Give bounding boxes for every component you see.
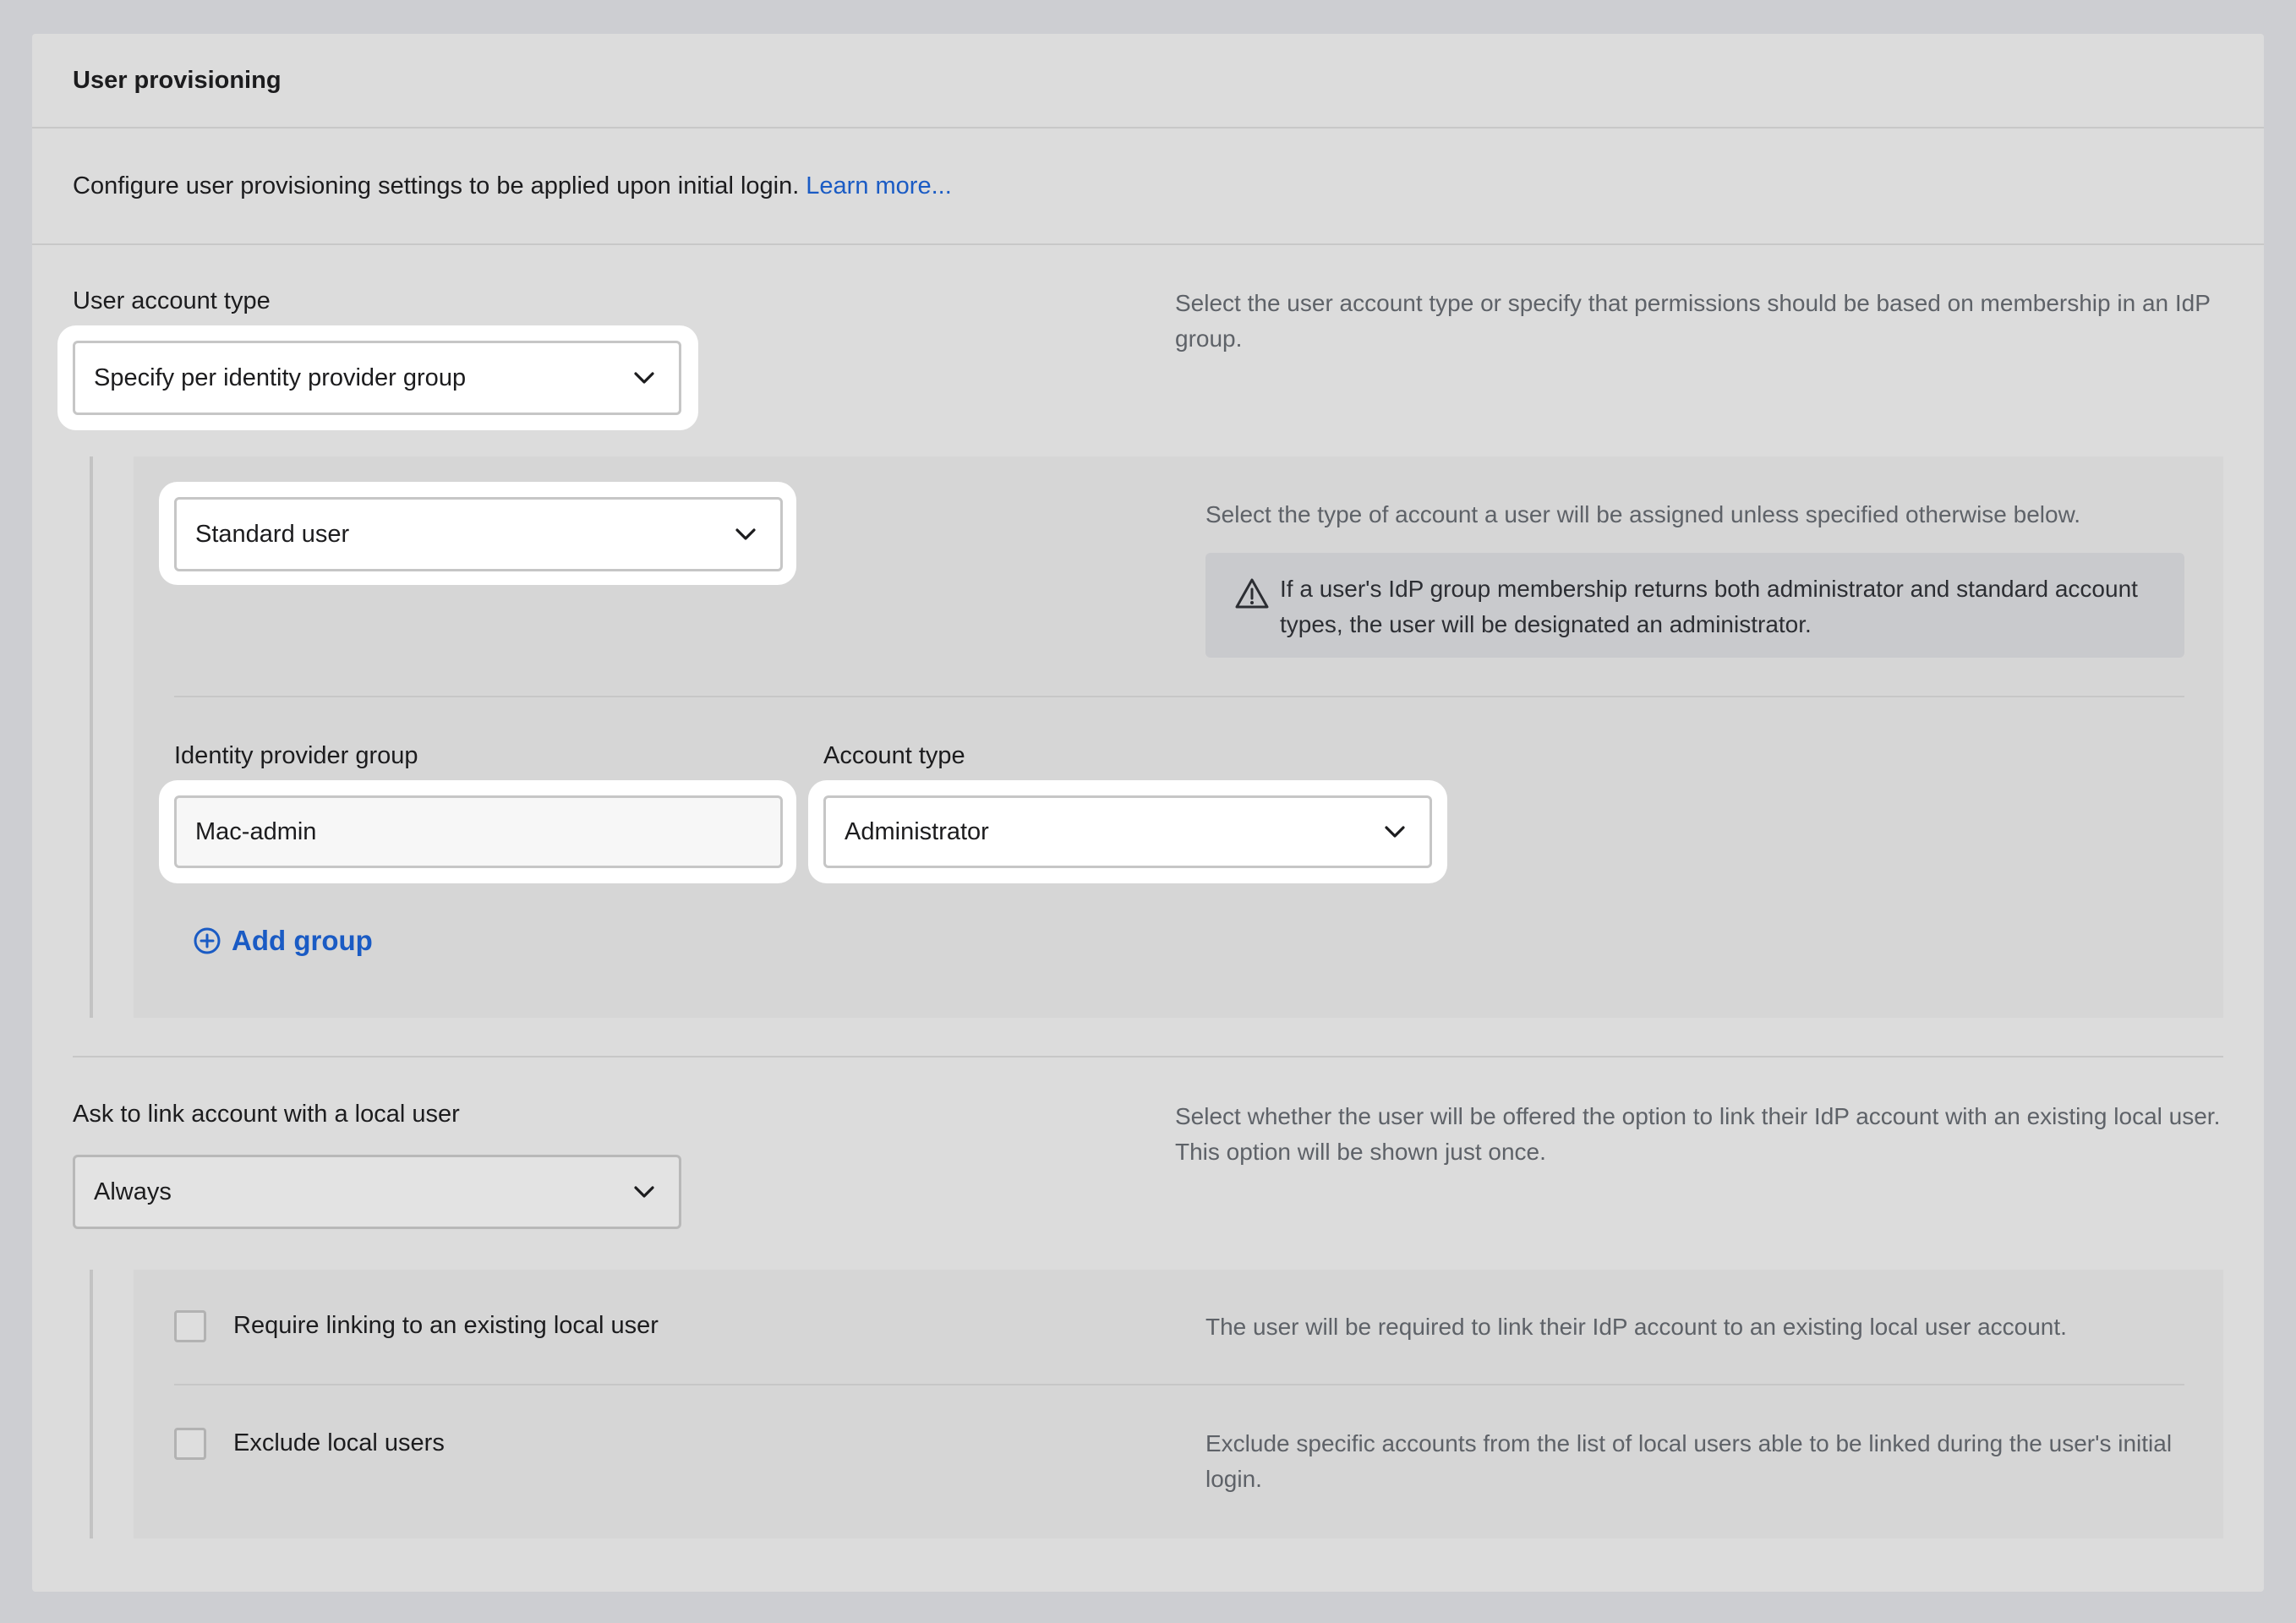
warning-text: If a user's IdP group membership returns both administrator and standard account types, the user will be designated an administrator. bbox=[1280, 576, 2138, 637]
exclude-local-users-help: Exclude specific accounts from the list of local users able to be linked during the user's initial login. bbox=[1205, 1430, 2173, 1492]
group-label: Identity provider group bbox=[174, 742, 418, 769]
add-group-label: Add group bbox=[232, 925, 373, 956]
default-type-select[interactable] bbox=[174, 497, 783, 571]
group-account-type-select[interactable] bbox=[823, 795, 1432, 868]
identity-group-value: Mac-admin bbox=[195, 817, 317, 845]
chevron-down-icon bbox=[631, 1179, 657, 1205]
warning-triangle-icon bbox=[1234, 577, 1270, 610]
nested-indicator bbox=[90, 456, 93, 1018]
account-type-label: User account type bbox=[73, 287, 271, 314]
add-group-button[interactable] bbox=[193, 925, 373, 957]
intro-text bbox=[32, 128, 2264, 245]
require-linking-label: Require linking to an existing local user bbox=[233, 1312, 659, 1339]
exclude-local-users-checkbox[interactable] bbox=[174, 1428, 206, 1460]
require-linking-checkbox[interactable] bbox=[174, 1310, 206, 1342]
default-type-help: Select the type of account a user will be assigned unless specified otherwise below. bbox=[1205, 501, 2081, 527]
nested-indicator bbox=[90, 1270, 93, 1538]
group-account-type-value: Administrator bbox=[845, 817, 989, 845]
account-type-select[interactable] bbox=[73, 341, 681, 415]
divider bbox=[174, 1384, 2184, 1385]
type-label: Account type bbox=[823, 742, 965, 769]
identity-group-input[interactable] bbox=[174, 795, 783, 868]
link-account-select[interactable] bbox=[73, 1155, 681, 1229]
link-account-value: Always bbox=[94, 1178, 172, 1205]
learn-more-link[interactable]: Learn more... bbox=[806, 172, 952, 199]
require-linking-help: The user will be required to link their IdP account to an existing local user account. bbox=[1205, 1314, 2067, 1340]
intro-description: Configure user provisioning settings to be applied upon initial login. bbox=[73, 172, 800, 199]
chevron-down-icon bbox=[631, 365, 657, 391]
account-type-help: Select the user account type or specify that permissions should be based on membership in an IdP group. bbox=[1175, 290, 2211, 352]
card-title: User provisioning bbox=[32, 34, 2264, 128]
link-account-label: Ask to link account with a local user bbox=[73, 1101, 460, 1128]
divider bbox=[174, 696, 2184, 697]
link-account-help: Select whether the user will be offered the option to link their IdP account with an existing local user. This option will be shown just once. bbox=[1175, 1103, 2221, 1165]
chevron-down-icon bbox=[1382, 819, 1408, 844]
exclude-local-users-label: Exclude local users bbox=[233, 1429, 445, 1456]
chevron-down-icon bbox=[733, 522, 758, 547]
plus-circle-icon bbox=[193, 926, 221, 955]
section-divider bbox=[73, 1056, 2223, 1057]
account-type-value: Specify per identity provider group bbox=[94, 363, 467, 391]
default-type-value: Standard user bbox=[195, 520, 350, 548]
